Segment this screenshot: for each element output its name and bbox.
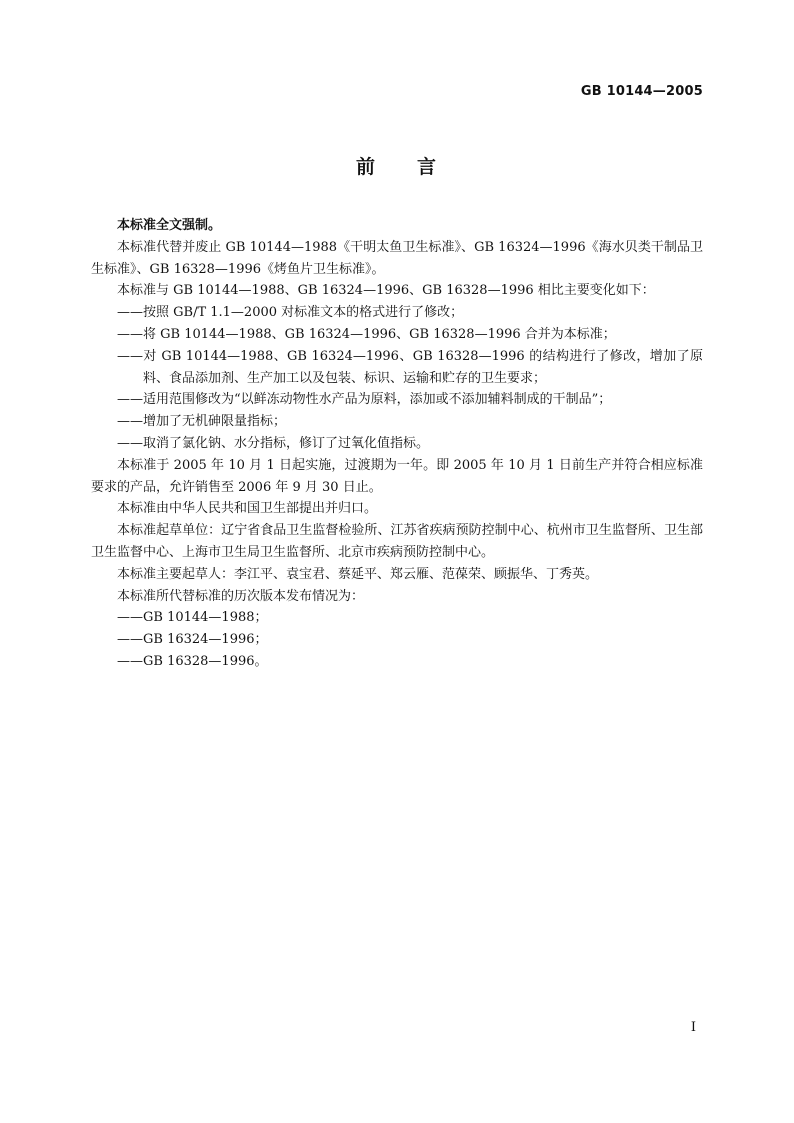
- change-item: ——将 GB 10144—1988、GB 16324—1996、GB 16328—1996 合并为本标准；: [117, 326, 616, 342]
- page-number: I: [690, 1020, 696, 1035]
- history-item: ——GB 16324—1996；: [117, 632, 268, 648]
- standard-code: GB 10144—2005: [580, 84, 703, 99]
- title-part-1: 前: [355, 156, 377, 178]
- proposer-note: 本标准由中华人民共和国卫生部提出并归口。: [117, 501, 378, 517]
- title-part-2: 言: [417, 156, 439, 178]
- changes-intro: 本标准与 GB 10144—1988、GB 16324—1996、GB 16328—1996 相比主要变化如下：: [117, 283, 655, 299]
- change-item: ——取消了氯化钠、水分指标，修订了过氧化值指标。: [117, 435, 430, 451]
- change-item: ——按照 GB/T 1.1—2000 对标准文本的格式进行了修改；: [117, 305, 464, 321]
- history-item: ——GB 10144—1988；: [117, 610, 268, 626]
- implementation-note: 本标准于 2005 年 10 月 1 日起实施，过渡期为一年。即 2005 年 10 月 1 日前生产并符合相应标准要求的产品，允许销售至 2006 年 9 月 30 日止。: [91, 457, 703, 495]
- change-item: ——增加了无机砷限量指标；: [117, 414, 287, 430]
- page-title: [0, 152, 794, 179]
- history-intro: 本标准所代替标准的历次版本发布情况为：: [117, 588, 365, 604]
- foreword-body: [91, 215, 703, 673]
- drafters: 本标准主要起草人：李江平、袁宝君、蔡延平、郑云雁、范葆荣、顾振华、丁秀英。: [117, 566, 599, 582]
- change-item: ——对 GB 10144—1988、GB 16324—1996、GB 16328—1996 的结构进行了修改，增加了原料、食品添加剂、生产加工以及包装、标识、运输和贮存的卫生要求；: [117, 348, 703, 386]
- history-item: ——GB 16328—1996。: [117, 653, 268, 669]
- drafting-units: 本标准起草单位：辽宁省食品卫生监督检验所、江苏省疾病预防控制中心、杭州市卫生监督所、卫生部卫生监督中心、上海市卫生局卫生监督所、北京市疾病预防控制中心。: [91, 523, 703, 560]
- mandatory-note: 本标准全文强制。: [117, 218, 222, 233]
- change-item: ——适用范围修改为“以鲜冻动物性水产品为原料，添加或不添加辅料制成的干制品”；: [117, 392, 612, 408]
- replace-note: 本标准代替并废止 GB 10144—1988《干明太鱼卫生标准》、GB 16324—1996《海水贝类干制品卫生标准》、GB 16328—1996《烤鱼片卫生标准》。: [91, 239, 703, 277]
